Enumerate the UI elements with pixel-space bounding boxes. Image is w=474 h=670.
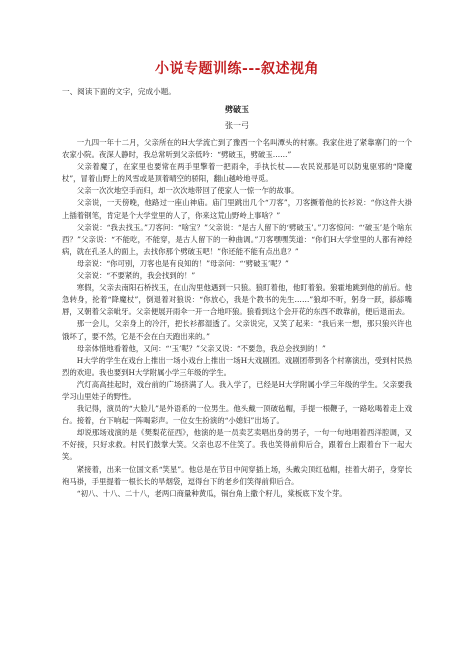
paragraph: 我记得，演员的“大脸儿”是外语系的一位男生。他头戴一顶破毡帽，手提一根鞭子，一路吆喝着走上戏台。接着，台下响起一阵喝彩声。一位女生扮演的“小媳妇”出场了。 [62,404,412,426]
paragraph: 父亲说：“不要紧的，我会找到的！” [76,271,196,281]
paragraph: 母亲体惜地看着他，又问：“‘玉’呢？”父亲又说：“不要急，我总会找到的！” [76,343,326,353]
document-title: 小说专题训练---叙述视角 [155,61,319,77]
story-title: 劈破玉 [225,104,249,114]
paragraph: 寒假，父亲去南阳石桥找玉，在山沟里他遇到一只狼。狼盯着他，他盯着狼。狼霍地跳到他的前后。他急转身，抡着“降魔杖”，倒退着对狼说：“你放心，我是个教书的先生……”狼却不听，躬身一跃，舔舔嘴唇，又朝着父亲呲牙。父亲便展开雨伞一开一合地吓狼。狼看到这个会开花的东西不敢靠前，便后退而去。 [62,283,412,317]
paragraph: 母亲说：“你可别，刀客也是有良知的！”母亲问：“‘劈破玉’呢？” [76,258,289,268]
paragraph: 父亲着魔了，在家里也要常在两手里擎着一把雨伞，手执长杖——农民说那是可以防鬼驱邪的“降魔杖”，冒着山野上的风雪或是顶着晴空的骄阳，翻山越岭地寻觅。 [62,162,412,184]
paragraph: 却说那场戏演的是《樊梨花征西》，他演的是一员卖艺卖唱出身的男子，一句一句地唱着西洋腔调，又不好接，只好求救。村民们鼓掌大笑。父亲也忍不住笑了。我也笑得前仰后合，跟着台上跟着台下一起大笑。 [62,428,412,462]
paragraph: 父亲说，一天傍晚，他路过一座山神庙。庙门里跳出几个“刀客”，刀客撅着他的长衫说：“你这件大褂上插着钢笔，肯定是个大学堂里的人了，你来这荒山野岭上事啥？” [62,198,412,220]
paragraph: 紧接着，出来一位国文系“笑星”。他总是在节目中间穿插上场，头戴尖顶红毡帽，挂着大胡子，身穿长袍马褂，手里提着一根长长的旱烟袋，逗得台下的老乡们笑得前仰后合。 [62,464,412,486]
instruction-text: 一、阅读下面的文字，完成小题。 [62,87,176,96]
paragraph: 一九四一年十二月，父亲所在的H大学流亡到了豫西一个名叫潭头的村寨。我家住进了紧靠寨门的一个农家小院。夜深人静时，我总常听到父亲低吟：“劈破玉，劈破玉……” [62,138,412,160]
paragraph: 汽灯高高挂起时，戏台前的广场挤满了人。我入学了，已经是H大学附属小学三年级的学生。父亲要我学习山里娃子的野性。 [62,379,412,401]
paragraph: 父亲一次次地空手而归，却一次次地带回了使家人一惊一乍的故事。 [76,186,299,196]
paragraph: 父亲说：“我去找玉。”刀客问：“啥宝？”父亲说：“是古人留下的‘劈破玉’。”刀客惊问：“‘破玉’是个啥东西？”父亲说：“不能吃，不能穿，是古人留下的一种曲调。”刀客嘿嘿笑道：“你们H大学堂里的人都有神经病，就在孔圣人的面上，去找你那个劈破玉吧！”你还能不能有点出息？” [62,222,412,256]
story-body [62,137,412,500]
paragraph: 那一会儿，父亲身上的冷汗，把长衫都湿透了。父亲说完，又笑了起来：“我后来一想，那只狼兴许也饿坏了，要不然，它是不会在白天跑出来的。” [62,319,412,341]
paragraph: “初八、十八、二十八，老两口商量种黄瓜，锅台角上撒个籽儿，棠板底下发个芽。 [76,488,347,498]
story-author: 张一弓 [225,121,249,130]
paragraph: H大学的学生在戏台上推出一场小戏台上推出一场H大戏剧团。戏剧团带到各个村寨演出，受到村民热烈的欢迎。我也要到H大学附属小学三年级的学生。 [62,355,412,377]
